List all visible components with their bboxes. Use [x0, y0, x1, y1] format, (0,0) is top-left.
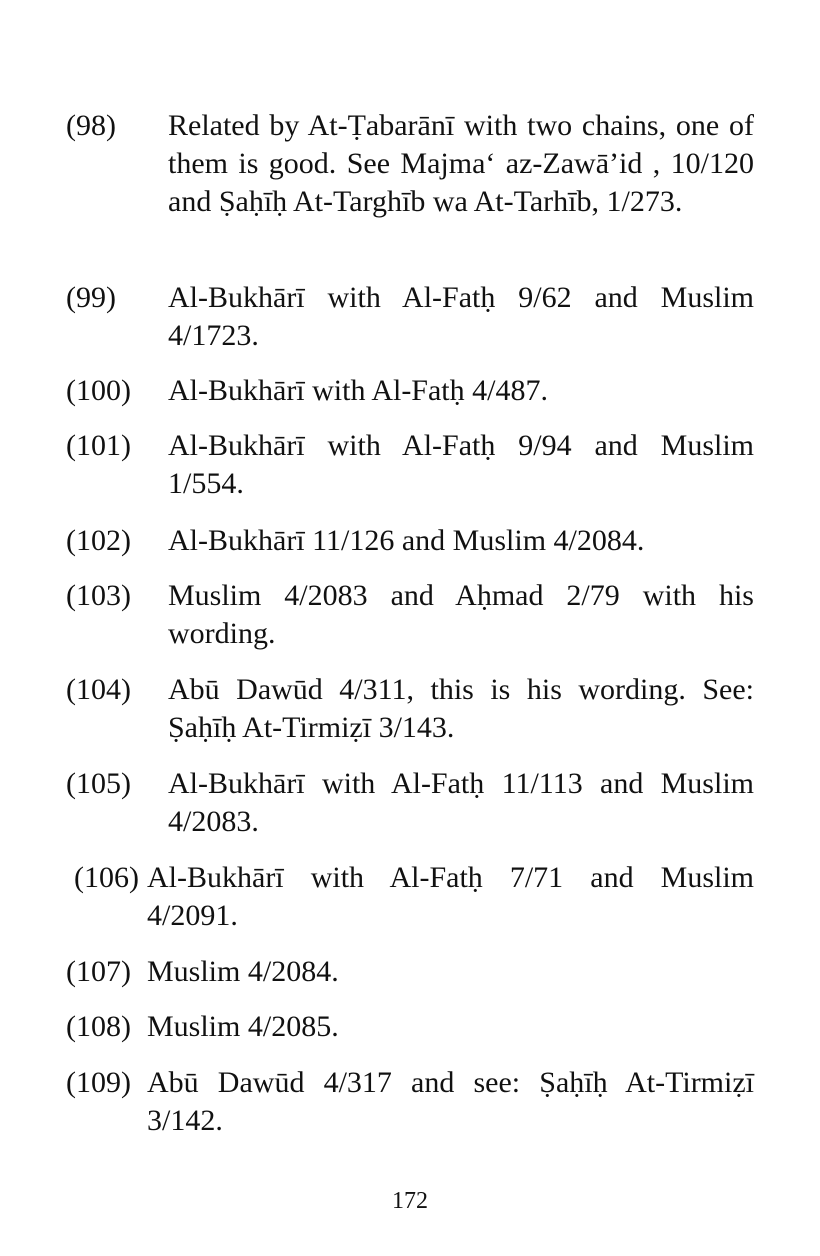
footnote-number: (100): [66, 374, 131, 407]
footnote-102: [66, 522, 754, 560]
footnote-106: [66, 859, 754, 935]
footnote-text: Al-Bukhārī with Al-Fatḥ 11/113 and Muslim 4/2083.: [168, 767, 754, 838]
footnote-text: Al-Bukhārī with Al-Fatḥ 7/71 and Muslim 4/2091.: [147, 861, 754, 932]
footnote-number: (109): [66, 1066, 131, 1099]
footnote-number: (104): [66, 673, 131, 706]
footnote-98: [66, 107, 754, 221]
footnote-100: [66, 372, 754, 410]
page-number: 172: [392, 1188, 428, 1214]
footnote-text: Al-Bukhārī with Al-Fatḥ 9/62 and Muslim 4/1723.: [168, 281, 754, 352]
footnote-number: (105): [66, 767, 131, 800]
footnote-text: Abū Dawūd 4/311, this is his wording. See: Ṣaḥīḥ At-Tirmiẓī 3/143.: [168, 673, 754, 744]
footnote-number: (101): [66, 429, 131, 462]
footnote-number: (102): [66, 524, 131, 557]
footnote-number: (108): [66, 1010, 131, 1043]
footnote-number: (98): [66, 109, 116, 142]
footnote-108: [66, 1008, 754, 1046]
footnote-text: Abū Dawūd 4/317 and see: Ṣaḥīḥ At-Tirmiẓī 3/142.: [147, 1066, 754, 1137]
footnote-103: [66, 577, 754, 653]
footnote-text: Al-Bukhārī with Al-Fatḥ 4/487.: [168, 374, 548, 407]
footnote-101: [66, 427, 754, 503]
footnote-104: [66, 671, 754, 747]
footnote-105: [66, 765, 754, 841]
footnote-text: Muslim 4/2085.: [147, 1010, 339, 1043]
footnote-text: Muslim 4/2084.: [147, 955, 339, 988]
footnote-text: Related by At-Ṭabarānī with two chains, one of them is good. See Majma‘ az-Zawā’id , 10/120 and Ṣaḥīḥ At-Targhīb wa At-Tarhīb, 1/273.: [168, 109, 754, 218]
footnote-107: [66, 953, 754, 991]
footnote-number: (99): [66, 281, 116, 314]
footnote-number: (103): [66, 579, 131, 612]
footnote-99: [66, 279, 754, 355]
footnote-number: (107): [66, 955, 131, 988]
footnote-text: Al-Bukhārī with Al-Fatḥ 9/94 and Muslim 1/554.: [168, 429, 754, 500]
footnote-text: Al-Bukhārī 11/126 and Muslim 4/2084.: [168, 524, 645, 557]
footnote-109: [66, 1064, 754, 1140]
footnote-text: Muslim 4/2083 and Aḥmad 2/79 with his wording.: [168, 579, 754, 650]
footnote-number: (106): [74, 861, 139, 894]
